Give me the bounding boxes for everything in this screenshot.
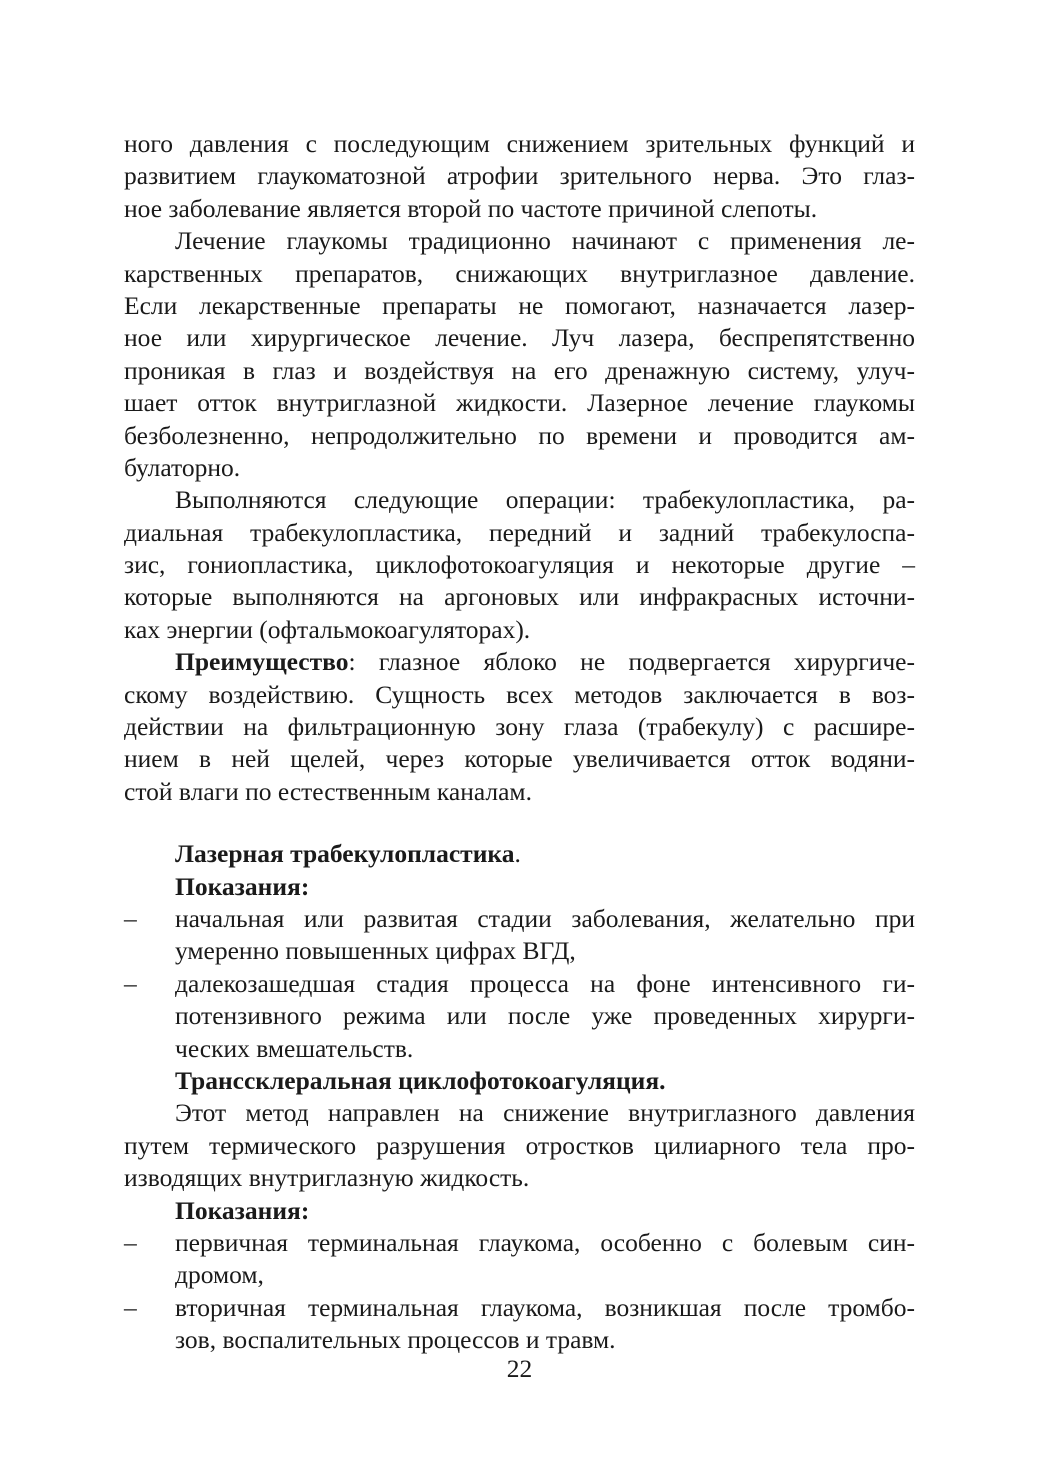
text-line: ное или хирургическое лечение. Луч лазера, беспрепятственно	[124, 323, 915, 353]
paragraph-4	[124, 646, 915, 808]
text-line: зис, гониопластика, циклофотокоагуляция и некоторые другие –	[124, 550, 915, 580]
section-title-suffix: .	[514, 839, 521, 869]
advantage-term: Преимущество	[175, 647, 349, 677]
text-line: булаторно.	[124, 452, 241, 482]
text-line: ного давления с последующим снижением зрительных функций и	[124, 129, 915, 158]
section-gap	[124, 808, 915, 838]
text-line: ное заболевание является второй по частоте причиной слепоты.	[124, 193, 818, 223]
section-laser-trabeculoplasty	[124, 838, 915, 1065]
text-line: далекозашедшая стадия процесса на фоне интенсивного ги-	[175, 968, 915, 998]
indications-label: Показания:	[175, 1195, 310, 1225]
list-item	[124, 903, 915, 968]
dash-marker: –	[124, 1227, 137, 1257]
text-line: умеренно повышенных цифрах ВГД,	[175, 936, 576, 966]
text-line: стой влаги по естественным каналам.	[124, 776, 532, 806]
section-heading	[124, 838, 915, 870]
text-line: ках энергии (офтальмокоагуляторах).	[124, 614, 531, 644]
text-line: безболезненно, непродолжительно по времени и проводится ам-	[124, 420, 915, 450]
text-line: шает отток внутриглазной жидкости. Лазерное лечение глаукомы	[124, 388, 915, 418]
advantage-text: : глазное яблоко не подвергается хирургиче-	[348, 647, 915, 677]
text-line: зов, воспалительных процессов и травм.	[175, 1325, 616, 1355]
paragraph-1	[124, 128, 915, 225]
text-line: нием в ней щелей, через которые увеличивается отток водяни-	[124, 744, 915, 774]
text-line	[124, 646, 915, 678]
text-line: Лечение глаукомы традиционно начинают с применения ле-	[175, 226, 915, 256]
text-line: развитием глаукоматозной атрофии зрительного нерва. Это глаз-	[124, 161, 915, 191]
text-line: ческих вмешательств.	[175, 1033, 414, 1063]
list-item	[124, 1292, 915, 1357]
list-item	[124, 1227, 915, 1292]
text-line: Этот метод направлен на снижение внутриглазного давления	[175, 1098, 915, 1128]
paragraph-3	[124, 484, 915, 646]
text-line: дромом,	[175, 1260, 264, 1290]
text-line: которые выполняются на аргоновых или инфракрасных источни-	[124, 582, 915, 612]
section-title: Лазерная трабекулопластика	[175, 839, 515, 869]
list-item	[124, 968, 915, 1065]
page-body	[124, 128, 915, 1356]
text-line: проникая в глаз и воздействуя на его дренажную систему, улуч-	[124, 355, 915, 385]
indications-label: Показания:	[175, 871, 310, 901]
section-transscleral-cyclophotocoagulation	[124, 1065, 915, 1357]
dash-marker: –	[124, 968, 137, 998]
page-number: 22	[506, 1354, 533, 1383]
text-line: карственных препаратов, снижающих внутриглазное давление.	[124, 258, 915, 288]
text-line: действии на фильтрационную зону глаза (трабекулу) с расшире-	[124, 712, 915, 742]
text-line: первичная терминальная глаукома, особенно с болевым син-	[175, 1227, 915, 1257]
text-line: Если лекарственные препараты не помогают, назначается лазер-	[124, 290, 915, 320]
text-line: вторичная терминальная глаукома, возникшая после тромбо-	[175, 1292, 915, 1322]
text-line: путем термического разрушения отростков цилиарного тела про-	[124, 1130, 915, 1160]
dash-marker: –	[124, 903, 137, 933]
paragraph-2	[124, 225, 915, 484]
text-line: диальная трабекулопластика, передний и задний трабекулоспа-	[124, 517, 915, 547]
text-line: начальная или развитая стадии заболевания, желательно при	[175, 903, 915, 933]
text-line: потензивного режима или после уже проведенных хирурги-	[175, 1001, 915, 1031]
text-line: скому воздействию. Сущность всех методов заключается в воз-	[124, 679, 915, 709]
text-line: Выполняются следующие операции: трабекулопластика, ра-	[175, 485, 915, 515]
dash-marker: –	[124, 1292, 137, 1322]
text-line: изводящих внутриглазную жидкость.	[124, 1163, 530, 1193]
section-title: Транссклеральная циклофотокоагуляция.	[175, 1065, 666, 1095]
